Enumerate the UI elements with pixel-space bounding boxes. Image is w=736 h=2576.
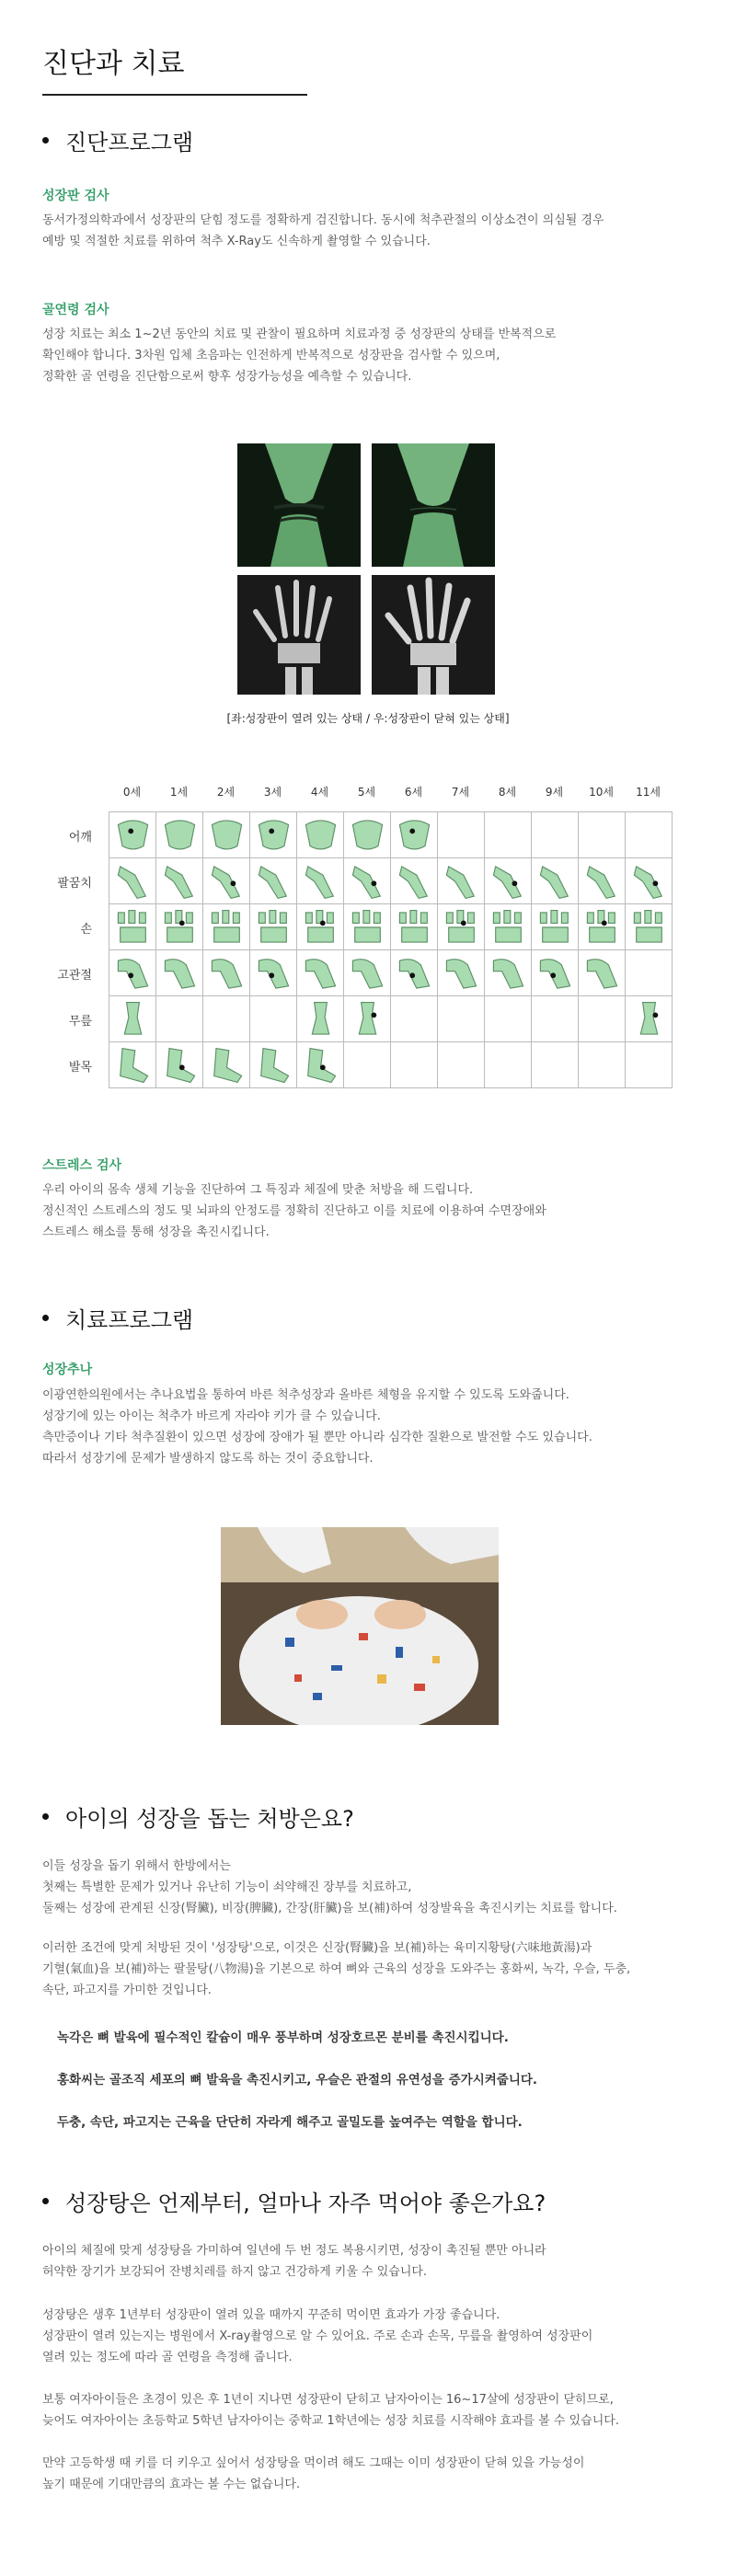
text-line: 둘째는 성장에 관계된 신장(腎臟), 비장(脾臟), 간장(肝臟)을 보(補)하여 성장발육을 촉진시키는 치료를 합니다.: [42, 1902, 617, 1915]
bone-sketch-icon: [111, 952, 155, 995]
bone-sketch-icon: [393, 952, 436, 995]
bone-sketch-icon: [534, 952, 577, 995]
ossification-cell: [202, 995, 250, 1042]
age-label: 7세: [451, 786, 470, 799]
bone-sketch-icon: [440, 906, 483, 949]
ossification-cell: [578, 811, 626, 858]
joint-label: 손: [80, 923, 92, 937]
ossification-cell: [155, 1041, 203, 1088]
bone-sketch-icon: [299, 1044, 342, 1087]
ossification-cell: [202, 857, 250, 904]
text-line: 늦어도 여자아이는 초등학교 5학년 남자아이는 중학교 1학년에는 성장 치료를 시작해야 효과를 볼 수 있습니다.: [42, 2414, 619, 2428]
ossification-cell: [625, 811, 673, 858]
ossification-cell: [343, 1041, 391, 1088]
bone-sketch-icon: [440, 952, 483, 995]
timing-heading-text: 성장탕은 언제부터, 얼마나 자주 먹어야 좋은가요?: [65, 2191, 546, 2216]
ossification-cell: [109, 949, 156, 996]
ossification-cell: [296, 903, 344, 950]
text-line: 속단, 파고지를 가미한 것입니다.: [42, 1984, 212, 1997]
bone-sketch-icon: [111, 860, 155, 903]
ossification-cell: [249, 1041, 297, 1088]
bone-sketch-icon: [393, 814, 436, 857]
bone-sketch-icon: [346, 814, 389, 857]
bone-sketch-icon: [299, 814, 342, 857]
bone-sketch-icon: [346, 998, 389, 1041]
bone-sketch-icon: [158, 814, 201, 857]
ossification-cell: [578, 949, 626, 996]
ossification-cell: [296, 811, 344, 858]
stress-test-text: [42, 1179, 705, 1243]
text-line: 성장기에 있는 아이는 척추가 바르게 자라야 키가 클 수 있습니다.: [42, 1409, 381, 1423]
ossification-cell: [296, 857, 344, 904]
prescription-para1: [42, 1856, 705, 1919]
ossification-cell: [249, 903, 297, 950]
bullet-icon: [42, 137, 49, 144]
ossification-cell: [625, 949, 673, 996]
bone-sketch-icon: [111, 1044, 155, 1087]
age-label: 4세: [310, 786, 329, 799]
bone-sketch-icon: [487, 952, 530, 995]
text-line: 동서가정의학과에서 성장판의 닫힘 정도를 정확하게 검진합니다. 동시에 척추관절의 이상소견이 의심될 경우: [42, 213, 604, 227]
ossification-cell: [343, 995, 391, 1042]
ossification-cell: [390, 949, 438, 996]
age-label: 10세: [589, 786, 614, 799]
ossification-cell: [155, 995, 203, 1042]
text-line: 열려 있는 정도에 따라 골 연령을 측정해 줍니다.: [42, 2351, 293, 2364]
bone-sketch-icon: [205, 906, 248, 949]
bone-sketch-icon: [158, 906, 201, 949]
bone-sketch-icon: [581, 952, 624, 995]
text-line: 우리 아이의 몸속 생체 기능을 진단하여 그 특징과 체질에 맞춘 처방을 해 드립니다.: [42, 1183, 474, 1197]
text-line: 정신적인 스트레스의 정도 및 뇌파의 안정도를 정확히 진단하고 이를 치료에 이용하여 수면장애와: [42, 1204, 546, 1218]
bone-sketch-icon: [252, 1044, 295, 1087]
bone-sketch-icon: [205, 814, 248, 857]
ossification-cell: [202, 1041, 250, 1088]
ossification-cell: [109, 811, 156, 858]
ossification-cell: [202, 949, 250, 996]
ossification-cell: [390, 903, 438, 950]
text-line: 만약 고등학생 때 키를 더 키우고 싶어서 성장탕을 먹이려 해도 그때는 이미 성장판이 닫혀 있을 가능성이: [42, 2456, 585, 2470]
text-line: 이들 성장을 돕기 위해서 한방에서는: [42, 1859, 231, 1873]
chuna-text: [42, 1385, 705, 1469]
bone-sketch-icon: [252, 814, 295, 857]
ossification-cell: [578, 857, 626, 904]
ossification-cell: [343, 903, 391, 950]
ossification-cell: [343, 857, 391, 904]
bone-sketch-icon: [158, 860, 201, 903]
age-label: 5세: [357, 786, 376, 799]
ossification-cell: [625, 1041, 673, 1088]
chuna-title: 성장추나: [42, 1363, 93, 1377]
page-title: 진단과 치료: [42, 48, 185, 80]
age-label: 1세: [169, 786, 189, 799]
joint-label: 무릎: [68, 1015, 92, 1029]
joint-label: 팔꿈치: [57, 877, 92, 891]
xray-hand-closed: [372, 575, 495, 695]
timing-para2: [42, 2305, 705, 2368]
ossification-cell: [625, 903, 673, 950]
ossification-cell: [625, 995, 673, 1042]
text-line: 첫째는 특별한 문제가 있거나 유난히 기능이 쇠약해진 장부를 치료하고,: [42, 1880, 412, 1894]
highlight-line: 홍화씨는 골조직 세포의 뼈 발육을 촉진시키고, 우슬은 관절의 유연성을 증가시켜줍니다.: [57, 2073, 538, 2087]
ossification-cell: [437, 949, 485, 996]
ossification-cell: [531, 903, 579, 950]
bone-sketch-icon: [346, 952, 389, 995]
bullet-icon: [42, 1315, 49, 1321]
ossification-cell: [343, 949, 391, 996]
text-line: 성장탕은 생후 1년부터 성장판이 열려 있을 때까지 꾸준히 먹이면 효과가 가장 좋습니다.: [42, 2308, 500, 2322]
ossification-cell: [484, 811, 532, 858]
ossification-cell: [484, 1041, 532, 1088]
bullet-icon: [42, 2198, 49, 2204]
bone-sketch-icon: [299, 998, 342, 1041]
age-label: 8세: [498, 786, 517, 799]
bone-sketch-icon: [534, 860, 577, 903]
ossification-cell: [249, 949, 297, 996]
ossification-cell: [484, 857, 532, 904]
bone-sketch-icon: [581, 906, 624, 949]
bone-sketch-icon: [111, 814, 155, 857]
bone-sketch-icon: [205, 1044, 248, 1087]
ossification-cell: [296, 1041, 344, 1088]
ossification-cell: [578, 995, 626, 1042]
bone-sketch-icon: [205, 860, 248, 903]
age-label: 11세: [636, 786, 661, 799]
age-label: 3세: [263, 786, 282, 799]
ossification-cell: [390, 995, 438, 1042]
growth-plate-text: [42, 210, 705, 252]
prescription-heading-text: 아이의 성장을 돕는 처방은요?: [65, 1806, 354, 1832]
bone-age-text: [42, 324, 705, 387]
bone-sketch-icon: [627, 998, 671, 1041]
text-line: 성장판이 열려 있는지는 병원에서 X-ray촬영으로 알 수 있어요. 주로 손과 손목, 무릎을 촬영하여 성장판이: [42, 2329, 593, 2343]
age-label: 2세: [216, 786, 236, 799]
stress-test-title: 스트레스 검사: [42, 1158, 122, 1173]
ossification-cell: [249, 995, 297, 1042]
ossification-cell: [296, 949, 344, 996]
ossification-cell: [249, 811, 297, 858]
timing-heading: [42, 2185, 546, 2217]
ossification-cell: [202, 903, 250, 950]
bone-sketch-icon: [346, 860, 389, 903]
ossification-cell: [531, 995, 579, 1042]
age-label: 6세: [404, 786, 423, 799]
ossification-cell: [109, 995, 156, 1042]
ossification-cell: [578, 1041, 626, 1088]
text-line: 기혈(氣血)을 보(補)하는 팔물탕(八物湯)을 기본으로 하여 뼈와 근육의 성장을 도와주는 홍화씨, 녹각, 우슬, 두충,: [42, 1962, 631, 1976]
xray-hand-open: [237, 575, 361, 695]
bone-sketch-icon: [440, 860, 483, 903]
treatment-heading-text: 치료프로그램: [65, 1307, 194, 1333]
timing-para4: [42, 2453, 705, 2495]
ossification-cell: [484, 995, 532, 1042]
ossification-cell: [437, 1041, 485, 1088]
text-line: 허약한 장기가 보강되어 잔병치레를 하지 않고 건강하게 키울 수 있습니다.: [42, 2265, 428, 2279]
bone-sketch-icon: [487, 860, 530, 903]
age-label: 9세: [545, 786, 564, 799]
ossification-cell: [296, 995, 344, 1042]
bone-sketch-icon: [158, 952, 201, 995]
ossification-cell: [437, 811, 485, 858]
bone-sketch-icon: [627, 860, 671, 903]
joint-label: 발목: [68, 1061, 92, 1075]
ossification-cell: [484, 903, 532, 950]
ossification-cell: [155, 903, 203, 950]
bone-age-title: 골연령 검사: [42, 303, 109, 317]
ossification-cell: [155, 811, 203, 858]
text-line: 정확한 골 연령을 진단함으로써 향후 성장가능성을 예측할 수 있습니다.: [42, 370, 412, 384]
ossification-cell: [578, 903, 626, 950]
ossification-cell: [343, 811, 391, 858]
highlight-line: 두충, 속단, 파고지는 근육을 단단히 자라게 해주고 골밀도를 높여주는 역할을 합니다.: [57, 2115, 523, 2130]
growth-plate-title: 성장판 검사: [42, 189, 109, 203]
ossification-cell: [531, 1041, 579, 1088]
ossification-cell: [531, 857, 579, 904]
ossification-cell: [625, 857, 673, 904]
ossification-cell: [109, 1041, 156, 1088]
text-line: 따라서 성장기에 문제가 발생하지 않도록 하는 것이 중요합니다.: [42, 1452, 374, 1466]
bone-sketch-icon: [299, 860, 342, 903]
ossification-cell: [109, 857, 156, 904]
bone-sketch-icon: [158, 1044, 201, 1087]
bone-sketch-icon: [205, 952, 248, 995]
highlight-line: 녹각은 뼈 발육에 필수적인 칼슘이 매우 풍부하며 성장호르몬 분비를 촉진시킵니다.: [57, 2030, 509, 2045]
bone-sketch-icon: [299, 952, 342, 995]
text-line: 아이의 체질에 맞게 성장탕을 가미하여 일년에 두 번 정도 복용시키면, 성장이 촉진될 뿐만 아니라: [42, 2244, 546, 2258]
text-line: 확인해야 합니다. 3차원 입체 초음파는 인전하게 반복적으로 성장판을 검사할 수 있으며,: [42, 349, 500, 362]
ossification-chart: [37, 782, 699, 1104]
ossification-cell: [155, 949, 203, 996]
ossification-cell: [202, 811, 250, 858]
ossification-cell: [437, 857, 485, 904]
text-line: 예방 및 적절한 치료를 위하여 척추 X-Ray도 신속하게 촬영할 수 있습니다.: [42, 235, 431, 248]
age-label: 0세: [122, 786, 142, 799]
text-line: 이러한 조건에 맞게 처방된 것이 '성장탕'으로, 이것은 신장(腎臟)을 보(補)하는 육미지황탕(六味地黃湯)과: [42, 1941, 592, 1955]
ossification-cell: [437, 903, 485, 950]
ossification-cell: [390, 811, 438, 858]
text-line: 측만증이나 기타 척추질환이 있으면 성장에 장애가 될 뿐만 아니라 심각한 질환으로 발전할 수도 있습니다.: [42, 1431, 592, 1444]
xray-knee-open: [237, 443, 361, 567]
ossification-cell: [437, 995, 485, 1042]
bone-sketch-icon: [252, 860, 295, 903]
bone-sketch-icon: [111, 998, 155, 1041]
ossification-cell: [531, 949, 579, 996]
prescription-heading: [42, 1800, 354, 1833]
chuna-treatment-photo: [221, 1527, 499, 1725]
xray-knee-closed: [372, 443, 495, 567]
bullet-icon: [42, 1813, 49, 1820]
bone-sketch-icon: [393, 906, 436, 949]
timing-para1: [42, 2240, 705, 2283]
joint-label: 고관절: [57, 969, 92, 983]
prescription-para2: [42, 1938, 705, 2001]
text-line: 이광연한의원에서는 추나요법을 통하여 바른 척추성장과 올바른 체형을 유지할 수 있도록 도와줍니다.: [42, 1388, 569, 1402]
ossification-cell: [155, 857, 203, 904]
ossification-cell: [390, 1041, 438, 1088]
diagnosis-heading-text: 진단프로그램: [65, 130, 194, 155]
bone-sketch-icon: [346, 906, 389, 949]
ossification-cell: [249, 857, 297, 904]
title-divider: [42, 94, 307, 96]
treatment-heading: [42, 1302, 193, 1334]
bone-sketch-icon: [252, 952, 295, 995]
ossification-cell: [484, 949, 532, 996]
ossification-cell: [109, 903, 156, 950]
bone-sketch-icon: [299, 906, 342, 949]
timing-para3: [42, 2389, 705, 2432]
text-line: 성장 치료는 최소 1~2년 동안의 치료 및 관찰이 필요하며 치료과정 중 성장판의 상태를 반복적으로: [42, 328, 557, 341]
bone-sketch-icon: [627, 906, 671, 949]
diagnosis-heading: [42, 124, 193, 156]
ossification-cell: [390, 857, 438, 904]
bone-sketch-icon: [534, 906, 577, 949]
bone-sketch-icon: [111, 906, 155, 949]
xray-caption: [좌:성장판이 열려 있는 상태 / 우:성장판이 닫혀 있는 상태]: [226, 712, 510, 725]
bone-sketch-icon: [252, 906, 295, 949]
joint-label: 어깨: [68, 831, 92, 845]
bone-sketch-icon: [393, 860, 436, 903]
ossification-cell: [531, 811, 579, 858]
text-line: 보통 여자아이들은 초경이 있은 후 1년이 지나면 성장판이 닫히고 남자아이는 16~17살에 성장판이 닫히므로,: [42, 2393, 614, 2407]
text-line: 높기 때문에 기대만큼의 효과는 볼 수는 없습니다.: [42, 2478, 301, 2491]
bone-sketch-icon: [581, 860, 624, 903]
text-line: 스트레스 해소를 통해 성장을 촉진시킵니다.: [42, 1225, 270, 1239]
bone-sketch-icon: [487, 906, 530, 949]
